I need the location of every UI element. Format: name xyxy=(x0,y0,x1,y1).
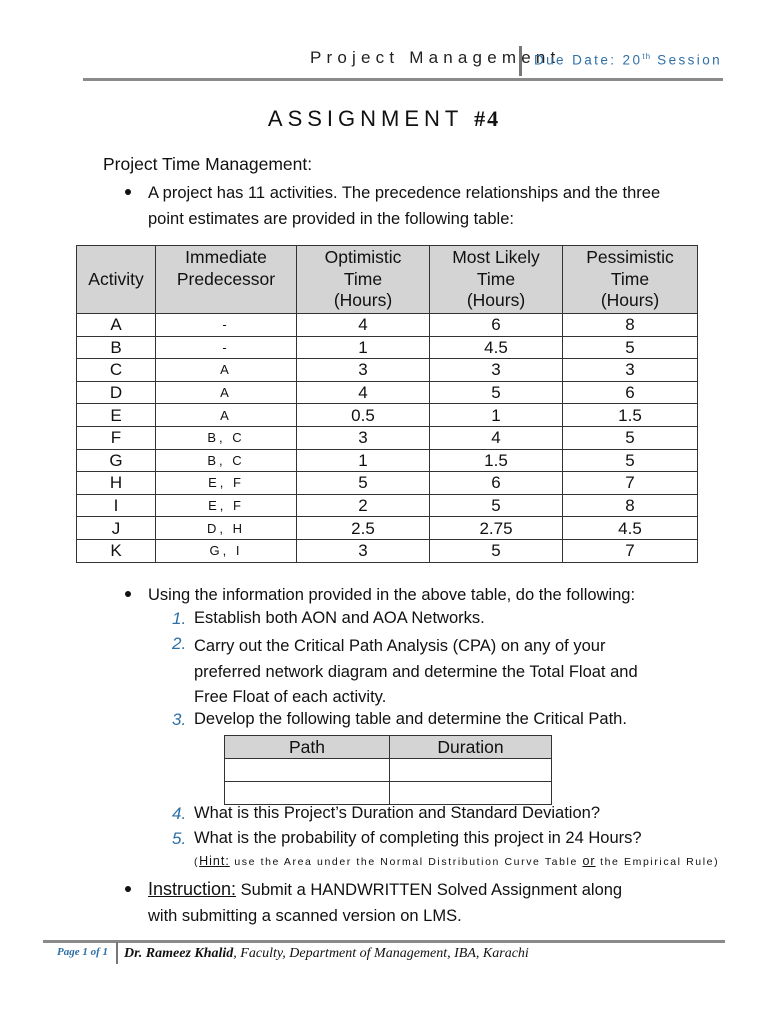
header-separator xyxy=(519,46,522,76)
header-activity: Activity xyxy=(77,246,156,314)
section-heading: Project Time Management: xyxy=(103,154,313,174)
due-date-label: Due Date: 20 xyxy=(534,52,643,68)
pessimistic-cell: 4.5 xyxy=(563,517,698,540)
optimistic-cell: 3 xyxy=(297,426,430,449)
task-3-text: Develop the following table and determine the Critical Path. xyxy=(194,710,627,728)
optimistic-cell: 4 xyxy=(297,314,430,337)
most-likely-cell: 3 xyxy=(430,359,563,382)
table-row xyxy=(77,517,698,540)
most-likely-cell: 5 xyxy=(430,494,563,517)
header-most-likely: Most Likely Time (Hours) xyxy=(430,246,563,314)
most-likely-cell: 1.5 xyxy=(430,449,563,472)
most-likely-cell: 4.5 xyxy=(430,336,563,359)
pessimistic-cell: 7 xyxy=(563,539,698,562)
pessimistic-cell: 6 xyxy=(563,381,698,404)
page-number: Page 1 of 1 xyxy=(57,946,109,958)
optimistic-cell: 2 xyxy=(297,494,430,517)
hint-or: or xyxy=(582,854,596,868)
footer-separator xyxy=(116,942,118,964)
bullet-icon xyxy=(125,886,131,892)
header-predecessor: Immediate Predecessor xyxy=(156,246,297,314)
predecessor-cell: E, F xyxy=(156,472,297,495)
predecessor-cell: A xyxy=(156,381,297,404)
predecessor-cell: A xyxy=(156,359,297,382)
task-4-text: What is this Project’s Duration and Standard Deviation? xyxy=(194,804,600,822)
predecessor-cell: D, H xyxy=(156,517,297,540)
path-cell xyxy=(225,759,390,782)
optimistic-cell: 4 xyxy=(297,381,430,404)
intro-line-2: point estimates are provided in the following table: xyxy=(148,210,514,228)
optimistic-cell: 3 xyxy=(297,359,430,382)
assignment-title xyxy=(0,106,768,132)
optimistic-cell: 1 xyxy=(297,336,430,359)
assignment-number: #4 xyxy=(474,106,501,131)
path-header: Path xyxy=(225,736,390,759)
predecessor-cell: - xyxy=(156,336,297,359)
activity-cell: H xyxy=(77,472,156,495)
table-row xyxy=(77,539,698,562)
header-title: Project Management xyxy=(310,48,561,67)
path-table-row xyxy=(225,782,552,805)
activity-cell: C xyxy=(77,359,156,382)
header-rule xyxy=(83,78,723,81)
author-affiliation: , Faculty, Department of Management, IBA, Karachi xyxy=(233,946,529,961)
header-pessimistic: Pessimistic Time (Hours) xyxy=(563,246,698,314)
activity-cell: B xyxy=(77,336,156,359)
due-date-suffix: Session xyxy=(651,52,723,68)
due-date-superscript: th xyxy=(642,52,652,61)
optimistic-cell: 5 xyxy=(297,472,430,495)
pessimistic-cell: 5 xyxy=(563,449,698,472)
bullet-icon xyxy=(125,189,131,195)
intro-paragraph xyxy=(148,180,660,232)
task-number-5: 5. xyxy=(172,829,187,848)
most-likely-cell: 6 xyxy=(430,472,563,495)
activity-cell: K xyxy=(77,539,156,562)
most-likely-cell: 5 xyxy=(430,381,563,404)
pessimistic-cell: 8 xyxy=(563,494,698,517)
path-cell xyxy=(225,782,390,805)
duration-cell xyxy=(390,782,552,805)
activity-table xyxy=(76,245,698,563)
table-row xyxy=(77,426,698,449)
table-row xyxy=(77,472,698,495)
table-row xyxy=(77,404,698,427)
most-likely-cell: 2.75 xyxy=(430,517,563,540)
predecessor-cell: G, I xyxy=(156,539,297,562)
table-row xyxy=(77,449,698,472)
activity-cell: J xyxy=(77,517,156,540)
optimistic-cell: 1 xyxy=(297,449,430,472)
pessimistic-cell: 3 xyxy=(563,359,698,382)
most-likely-cell: 6 xyxy=(430,314,563,337)
duration-cell xyxy=(390,759,552,782)
most-likely-cell: 1 xyxy=(430,404,563,427)
task-number-1: 1. xyxy=(172,609,187,628)
footer-author xyxy=(124,946,529,962)
table-row xyxy=(77,381,698,404)
author-name: Dr. Rameez Khalid xyxy=(124,946,234,961)
activity-cell: I xyxy=(77,494,156,517)
assignment-title-text: ASSIGNMENT xyxy=(267,106,475,131)
activity-cell: D xyxy=(77,381,156,404)
predecessor-cell: - xyxy=(156,314,297,337)
pessimistic-cell: 7 xyxy=(563,472,698,495)
hint-note: (Hint: use the Area under the Normal Distribution Curve Table or the Empirical Rule) xyxy=(194,854,720,868)
optimistic-cell: 2.5 xyxy=(297,517,430,540)
path-table-row xyxy=(225,759,552,782)
instruction-label: Instruction: xyxy=(148,879,237,899)
optimistic-cell: 3 xyxy=(297,539,430,562)
predecessor-cell: B, C xyxy=(156,426,297,449)
table-row xyxy=(77,314,698,337)
activity-cell: E xyxy=(77,404,156,427)
predecessor-cell: E, F xyxy=(156,494,297,517)
table-header-row xyxy=(77,246,698,314)
activity-cell: A xyxy=(77,314,156,337)
instruction-line-2: with submitting a scanned version on LMS. xyxy=(148,907,462,925)
pessimistic-cell: 5 xyxy=(563,336,698,359)
task-number-3: 3. xyxy=(172,710,187,729)
most-likely-cell: 4 xyxy=(430,426,563,449)
pessimistic-cell: 5 xyxy=(563,426,698,449)
bullet-icon xyxy=(125,591,131,597)
predecessor-cell: B, C xyxy=(156,449,297,472)
task-number-4: 4. xyxy=(172,804,187,823)
header-due-date xyxy=(534,52,722,68)
task-5-text: What is the probability of completing this project in 24 Hours? xyxy=(194,829,642,847)
duration-header: Duration xyxy=(390,736,552,759)
table-row xyxy=(77,359,698,382)
activity-cell: F xyxy=(77,426,156,449)
most-likely-cell: 5 xyxy=(430,539,563,562)
task-number-2: 2. xyxy=(172,634,187,653)
instruction-line-1: Submit a HANDWRITTEN Solved Assignment along xyxy=(236,881,623,899)
critical-path-table xyxy=(224,735,552,805)
instructions-intro: Using the information provided in the above table, do the following: xyxy=(148,586,636,604)
pessimistic-cell: 1.5 xyxy=(563,404,698,427)
header-optimistic: Optimistic Time (Hours) xyxy=(297,246,430,314)
footer-rule xyxy=(43,940,725,943)
hint-label: Hint: xyxy=(199,854,230,868)
pessimistic-cell: 8 xyxy=(563,314,698,337)
table-row xyxy=(77,494,698,517)
instruction-paragraph xyxy=(148,876,622,929)
activity-cell: G xyxy=(77,449,156,472)
task-2-text: Carry out the Critical Path Analysis (CPA) on any of your preferred network diagram and determine the Total Float and Free Float of each activity. xyxy=(194,637,638,706)
path-table-header xyxy=(225,736,552,759)
intro-line-1: A project has 11 activities. The precedence relationships and the three xyxy=(148,184,661,202)
optimistic-cell: 0.5 xyxy=(297,404,430,427)
predecessor-cell: A xyxy=(156,404,297,427)
task-1-text: Establish both AON and AOA Networks. xyxy=(194,609,485,627)
table-row xyxy=(77,336,698,359)
